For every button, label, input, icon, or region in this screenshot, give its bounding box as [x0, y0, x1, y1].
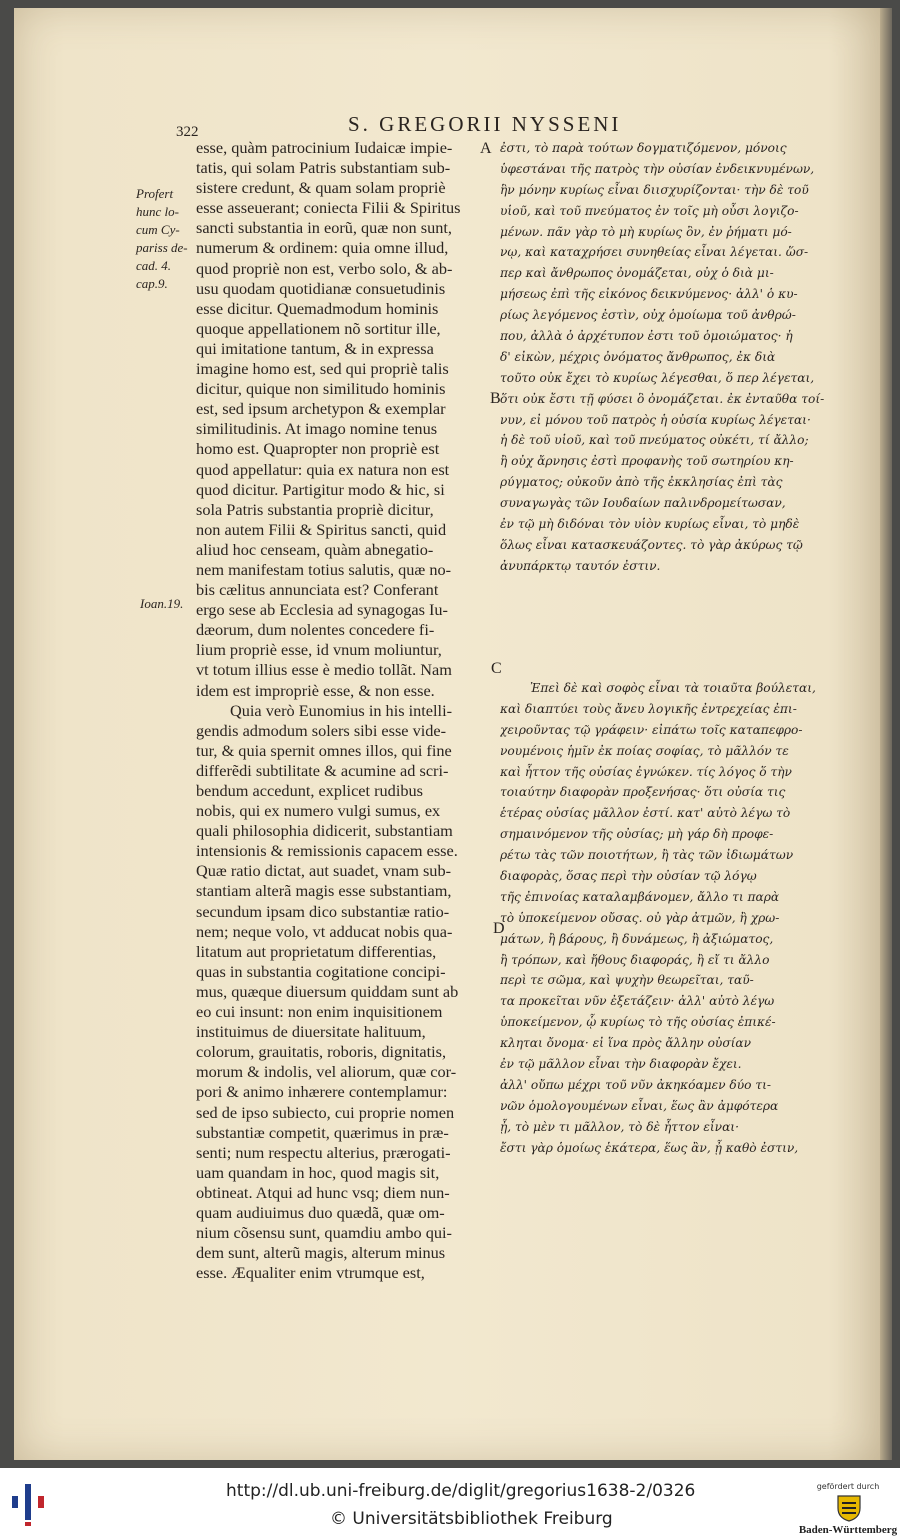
greek-text-line: ὅτι οὐκ ἔστι τῇ φύσει ὃ ὀνομάζεται. ἐκ ἐνταῦθα τοί-: [500, 391, 825, 406]
greek-text-line: ᾖ, τὸ μὲν τι μᾶλλον, τὸ δὲ ἧττον εἶναι·: [500, 1119, 739, 1134]
latin-text-line: secundum ipsam dico substantiæ ratio-: [196, 901, 450, 921]
latin-text-line: quali philosophia didicerit, substantiam: [196, 821, 453, 841]
greek-text-line: ἐν τῷ μὴ διδόναι τὸν υἱὸν κυρίως εἶναι, τὸ μηδὲ: [500, 517, 800, 532]
greek-text-line: ρίως λεγόμενος ἐστὶν, οὐχ ὁμοίωμα τοῦ ἀνθρώ-: [500, 308, 796, 323]
margin-note-line: Profert: [136, 186, 174, 201]
latin-text-line: esse. Æqualiter enim vtrumque est,: [196, 1263, 425, 1283]
latin-text-line: esse, quàm patrocinium Iudaicæ impie-: [196, 138, 453, 157]
latin-text-line: non autem Filii & Spiritus sancti, quid: [196, 519, 447, 539]
document-url-link[interactable]: http://dl.ub.uni-freiburg.de/diglit/gregorius1638-2/0326: [226, 1481, 696, 1501]
latin-text-line: differẽdi subtilitate & acumine ad scri-: [196, 760, 449, 780]
greek-text-line: ἡ δὲ τοῦ υἱοῦ, καὶ τοῦ πνεύματος οὐκέτι, τί ἄλλο;: [500, 433, 809, 448]
latin-text-line: est, sed ipsum archetypon & exemplar: [196, 399, 446, 419]
latin-text-line: homo est. Quapropter non propriè est: [196, 439, 440, 459]
section-mark-b: B: [490, 390, 501, 407]
greek-text-line: Ἐπεὶ δὲ καὶ σοφὸς εἶναι τὰ τοιαῦτα βούλεται,: [530, 681, 816, 695]
greek-text-line: καὶ διαπτύει τοὺς ἄνευ λογικῆς ἐντρεχείας ἐπι-: [500, 701, 797, 716]
greek-text-line: μένων. πᾶν γὰρ τὸ μὴ κυρίως ὂν, ἐν ῥήματι μό-: [500, 224, 792, 239]
section-mark-d: D: [493, 920, 505, 937]
greek-text-line: ἣν μόνην κυρίως εἶναι διισχυρίζονται· τὴν δὲ τοῦ: [500, 182, 809, 197]
latin-text-line: uam quandam in hoc, quod magis sit,: [196, 1162, 440, 1182]
greek-text-line: μάτων, ἢ βάρους, ἢ δυνάμεως, ἢ ἀξιώματος,: [500, 931, 774, 946]
latin-text-line: quod dicitur. Partigitur modo & hic, si: [196, 479, 445, 499]
latin-text-line: quod appellatur: quia ex natura non est: [196, 459, 450, 479]
latin-text-line: Quæ ratio dictat, aut suadet, vnam sub-: [196, 861, 452, 881]
latin-text-line: dicitur, quique non similitudo hominis: [196, 379, 446, 399]
margin-note-line: cap.9.: [136, 276, 168, 291]
greek-text-line: περὶ τε σῶμα, καὶ ψυχὴν θεωρεῖται, ταῦ-: [500, 973, 754, 988]
latin-text-line: nium cõsensu sunt, quamdiu ambo qui-: [196, 1223, 452, 1243]
greek-text-line: ἔστι γὰρ ὁμοίως ἑκάτερα, ἕως ἂν, ᾖ καθὸ ἐστιν,: [500, 1140, 799, 1155]
greek-text-line: μήσεως ἐπὶ τῆς εἰκόνος δεικνύμενος· ἀλλ' ὁ κυ-: [500, 287, 798, 302]
greek-text-line: τῆς ἐπινοίας καταλαμβάνομεν, ἄλλο τι παρὰ: [500, 889, 780, 904]
margin-note-line: cum Cy-: [136, 222, 180, 237]
greek-text-line: ὑφεστάναι τῆς πατρὸς τὴν οὐσίαν ἐνδεικνυμένων,: [500, 161, 815, 176]
latin-text-line: sancti substantia in eorũ, quæ non sunt,: [196, 218, 452, 238]
funder-caption: gefördert durch: [816, 1482, 880, 1491]
latin-text-line: nem manifestam totius salutis, quæ no-: [196, 559, 452, 579]
viewer-footer: [0, 1468, 900, 1537]
greek-text-line: ἀνυπάρκτῳ ταυτόν ἐστιν.: [500, 558, 661, 573]
copyright-notice: © Universitätsbibliothek Freiburg: [330, 1509, 613, 1529]
greek-text-line: υἱοῦ, καὶ τοῦ πνεύματος ἐν τοῖς μὴ οὖσι λογιζο-: [500, 203, 799, 218]
greek-text-line: διαφορὰς, ὅσας περὶ τὴν οὐσίαν τῷ λόγῳ: [500, 869, 757, 884]
latin-text-line: litatum aut proprietatum differentias,: [196, 941, 437, 961]
greek-text-line: τοιαύτην διαφορὰν προξενήσας· ὅτι οὐσία τις: [500, 785, 786, 800]
latin-text-line: vt totum illius esse è medio tollãt. Nam: [196, 660, 452, 680]
greek-text-line: ἐν τῷ μᾶλλον εἶναι τὴν διαφορὰν ἔχει.: [500, 1057, 742, 1072]
greek-text-line: τὸ ὑποκείμενον οὔσας. οὐ γὰρ ἀτμῶν, ἢ χρω-: [500, 910, 780, 925]
page-edge: [880, 8, 892, 1460]
latin-text-line: idem est impropriè esse, & non esse.: [196, 680, 435, 700]
library-logo-icon: [8, 1476, 48, 1528]
latin-text-line: intensionis & remissionis capacem esse.: [196, 841, 458, 861]
section-mark-a: A: [480, 140, 492, 157]
greek-column-upper: [500, 138, 830, 577]
margin-note: [136, 185, 196, 293]
greek-text-line: δ' εἰκὼν, μέχρις ὀνόματος ἄνθρωπος, ἐκ διὰ: [500, 349, 776, 364]
latin-column: [196, 138, 496, 1283]
latin-text-line: quas in substantia cogitatione concipi-: [196, 961, 446, 981]
greek-text-line: ρύγματος; οὐκοῦν ἀπὸ τῆς ἐκκλησίας ἐπὶ τὰς: [500, 475, 783, 490]
latin-text-line: ergo sese ab Ecclesia ad synagogas Iu-: [196, 600, 448, 620]
latin-text-line: morum & indolis, vel aliorum, quæ cor-: [196, 1062, 457, 1082]
funder-badge: [796, 1468, 900, 1537]
greek-text-line: χειροῦντας τῷ γράφειν· εἰπάτω τοῖς καταπεφρο-: [500, 722, 803, 737]
latin-text-line: senti; num respectu alterius, prærogati-: [196, 1142, 451, 1162]
latin-text-line: numerum & ordinem: quia omne illud,: [196, 238, 449, 258]
greek-text-line: ἀλλ' οὔπω μέχρι τοῦ νῦν ἀκηκόαμεν δύο τι-: [500, 1077, 772, 1092]
latin-text-line: sistere credunt, & quam solam propriè: [196, 178, 446, 198]
latin-text-line: sed de ipso subiecto, cui proprie nomen: [196, 1102, 455, 1122]
greek-text-line: ἐστι, τὸ παρὰ τούτων δογματιζόμενον, μόνοις: [500, 141, 787, 155]
latin-text-line: esse asseuerant; coniecta Filii & Spiritus: [196, 198, 461, 218]
greek-text-line: σημαινόμενον τῆς οὐσίας; μὴ γάρ δὴ προφε-: [500, 827, 774, 842]
latin-text-line: similitudinis. At imago nomine tenus: [196, 419, 438, 439]
greek-text-line: συναγωγὰς τῶν Ιουδαίων παλινδρομείτωσαν,: [500, 496, 786, 511]
latin-text-line: dæorum, dum nolentes concedere fi-: [196, 620, 435, 640]
margin-note-line: hunc lo-: [136, 204, 179, 219]
greek-text-line: νυν, εἰ μόνου τοῦ πατρὸς ἡ οὐσία κυρίως λέγεται·: [500, 412, 811, 427]
greek-text-line: ἑτέρας οὐσίας μᾶλλον ἐστί. κατ' αὐτὸ λέγω τὸ: [500, 806, 791, 821]
latin-text-line: tur, & quia spernit omnes illos, qui fine: [196, 740, 452, 760]
latin-text-line: gendis admodum solers sibi esse vide-: [196, 720, 447, 740]
page-header: [162, 112, 742, 138]
section-mark-c: C: [491, 660, 502, 677]
latin-text-line: usu quodam quotidianæ consuetudinis: [196, 278, 446, 298]
greek-text-line: κληται ὄνομα· εἰ ἵνα πρὸς ἄλλην οὐσίαν: [500, 1036, 752, 1051]
latin-text-line: Quia verò Eunomius in his intelli-: [230, 700, 453, 720]
latin-text-line: stantiam alterã magis esse substantiam,: [196, 881, 452, 901]
latin-text-line: quam audiuimus duo quædã, quæ om-: [196, 1202, 445, 1222]
latin-text-line: pori & animo inhærere contemplamur:: [196, 1082, 448, 1102]
latin-text-line: quod propriè non est, verbo solo, & ab-: [196, 258, 453, 278]
coat-of-arms-icon: [834, 1494, 864, 1522]
latin-text-line: obtineat. Atqui ad hunc vsq; diem nun-: [196, 1182, 450, 1202]
greek-text-line: τα προκεῖται νῦν ἐξετάζειν· ἀλλ' αὐτὸ λέγω: [500, 994, 775, 1009]
latin-text-line: bendum accedunt, explicet rudibus: [196, 781, 423, 800]
latin-text-line: qui imitatione tantum, & in expressa: [196, 338, 434, 358]
latin-text-line: aliud hoc censeam, quàm abnegatio-: [196, 539, 434, 559]
page-number: 322: [176, 124, 199, 140]
greek-text-line: νουμένοις ἡμῖν ἐκ ποίας σοφίας, τὸ μᾶλλόν τε: [500, 743, 789, 758]
greek-column-lower: [500, 678, 830, 1158]
greek-text-line: ἢ τρόπων, καὶ ἤθους διαφοράς, ἢ εἴ τι ἄλλο: [500, 952, 770, 967]
greek-text-line: ὑποκείμενον, ᾧ κυρίως τὸ τῆς οὐσίας ἐπικέ-: [500, 1015, 776, 1030]
latin-text-line: nem; neque volo, vt adducat nobis qua-: [196, 921, 453, 941]
greek-text-line: νῶν ὁμολογουμένων εἶναι, ἕως ἂν ἀμφότερα: [500, 1098, 779, 1113]
latin-text-line: nobis, qui ex numero vulgi sumus, ex: [196, 801, 441, 821]
greek-text-line: τοῦτο οὐκ ἔχει τὸ κυρίως λέγεσθαι, ὅ περ λέγεται,: [500, 370, 815, 385]
greek-text-line: ὅλως εἶναι κατασκευάζοντες. τὸ γὰρ ἀκύρως τῷ: [500, 537, 803, 552]
latin-text-line: eo cui insunt: non enim inquisitionem: [196, 1002, 443, 1022]
greek-text-line: ρέτω τὰς τῶν ποιοτήτων, ἢ τὰς τῶν ἰδιωμάτων: [500, 848, 794, 863]
latin-text-line: imagine homo est, sed qui propriè talis: [196, 359, 449, 379]
latin-text-line: tatis, qui solam Patris substantiam sub-: [196, 158, 451, 178]
latin-text-line: substantiæ competit, quærimus in præ-: [196, 1122, 449, 1142]
funder-name: Baden-Württemberg: [798, 1524, 898, 1536]
latin-text-line: mus, quæque diuersum quiddam sunt ab: [196, 981, 459, 1001]
greek-text-line: ἢ οὐχ ἄρνησις ἐστὶ προφανὴς τοῦ σωτηρίου κη-: [500, 454, 794, 469]
margin-note-line: pariss de-: [136, 240, 188, 255]
latin-text-line: dem sunt, alterũ magis, alterum minus: [196, 1243, 446, 1263]
latin-text-line: sola Patris substantia propriè dicitur,: [196, 499, 434, 519]
latin-text-line: lium propriè esse, id vnum moliuntur,: [196, 640, 442, 660]
scripture-reference: Ioan.19.: [140, 596, 184, 611]
latin-text-line: bis cælitus annunciata est? Conferant: [196, 580, 439, 600]
latin-text-line: quoque appellationem nõ sortitur ille,: [196, 318, 441, 338]
greek-text-line: περ καὶ ἄνθρωπος ὀνομάζεται, οὐχ ὁ διὰ μι-: [500, 266, 774, 281]
running-head: S. GREGORII NYSSENI: [348, 112, 622, 136]
margin-note-line: cad. 4.: [136, 258, 172, 273]
latin-text-line: instituimus de diuersitate halituum,: [196, 1022, 426, 1042]
greek-text-line: που, ἀλλὰ ὁ ἀρχέτυπον ἐστι τοῦ ὁμοιώματος· ἡ: [500, 329, 793, 344]
latin-text-line: colorum, grauitatis, roboris, dignitatis,: [196, 1042, 447, 1062]
greek-text-line: καὶ ἧττον τῆς οὐσίας ἐγνώκεν. τίς λόγος ὅ τὴν: [500, 764, 792, 779]
greek-text-line: νῳ, καὶ καταχρήσει συνηθείας εἶναι λέγεται. ὥσ-: [500, 245, 809, 260]
latin-text-line: esse dicitur. Quemadmodum hominis: [196, 298, 439, 318]
